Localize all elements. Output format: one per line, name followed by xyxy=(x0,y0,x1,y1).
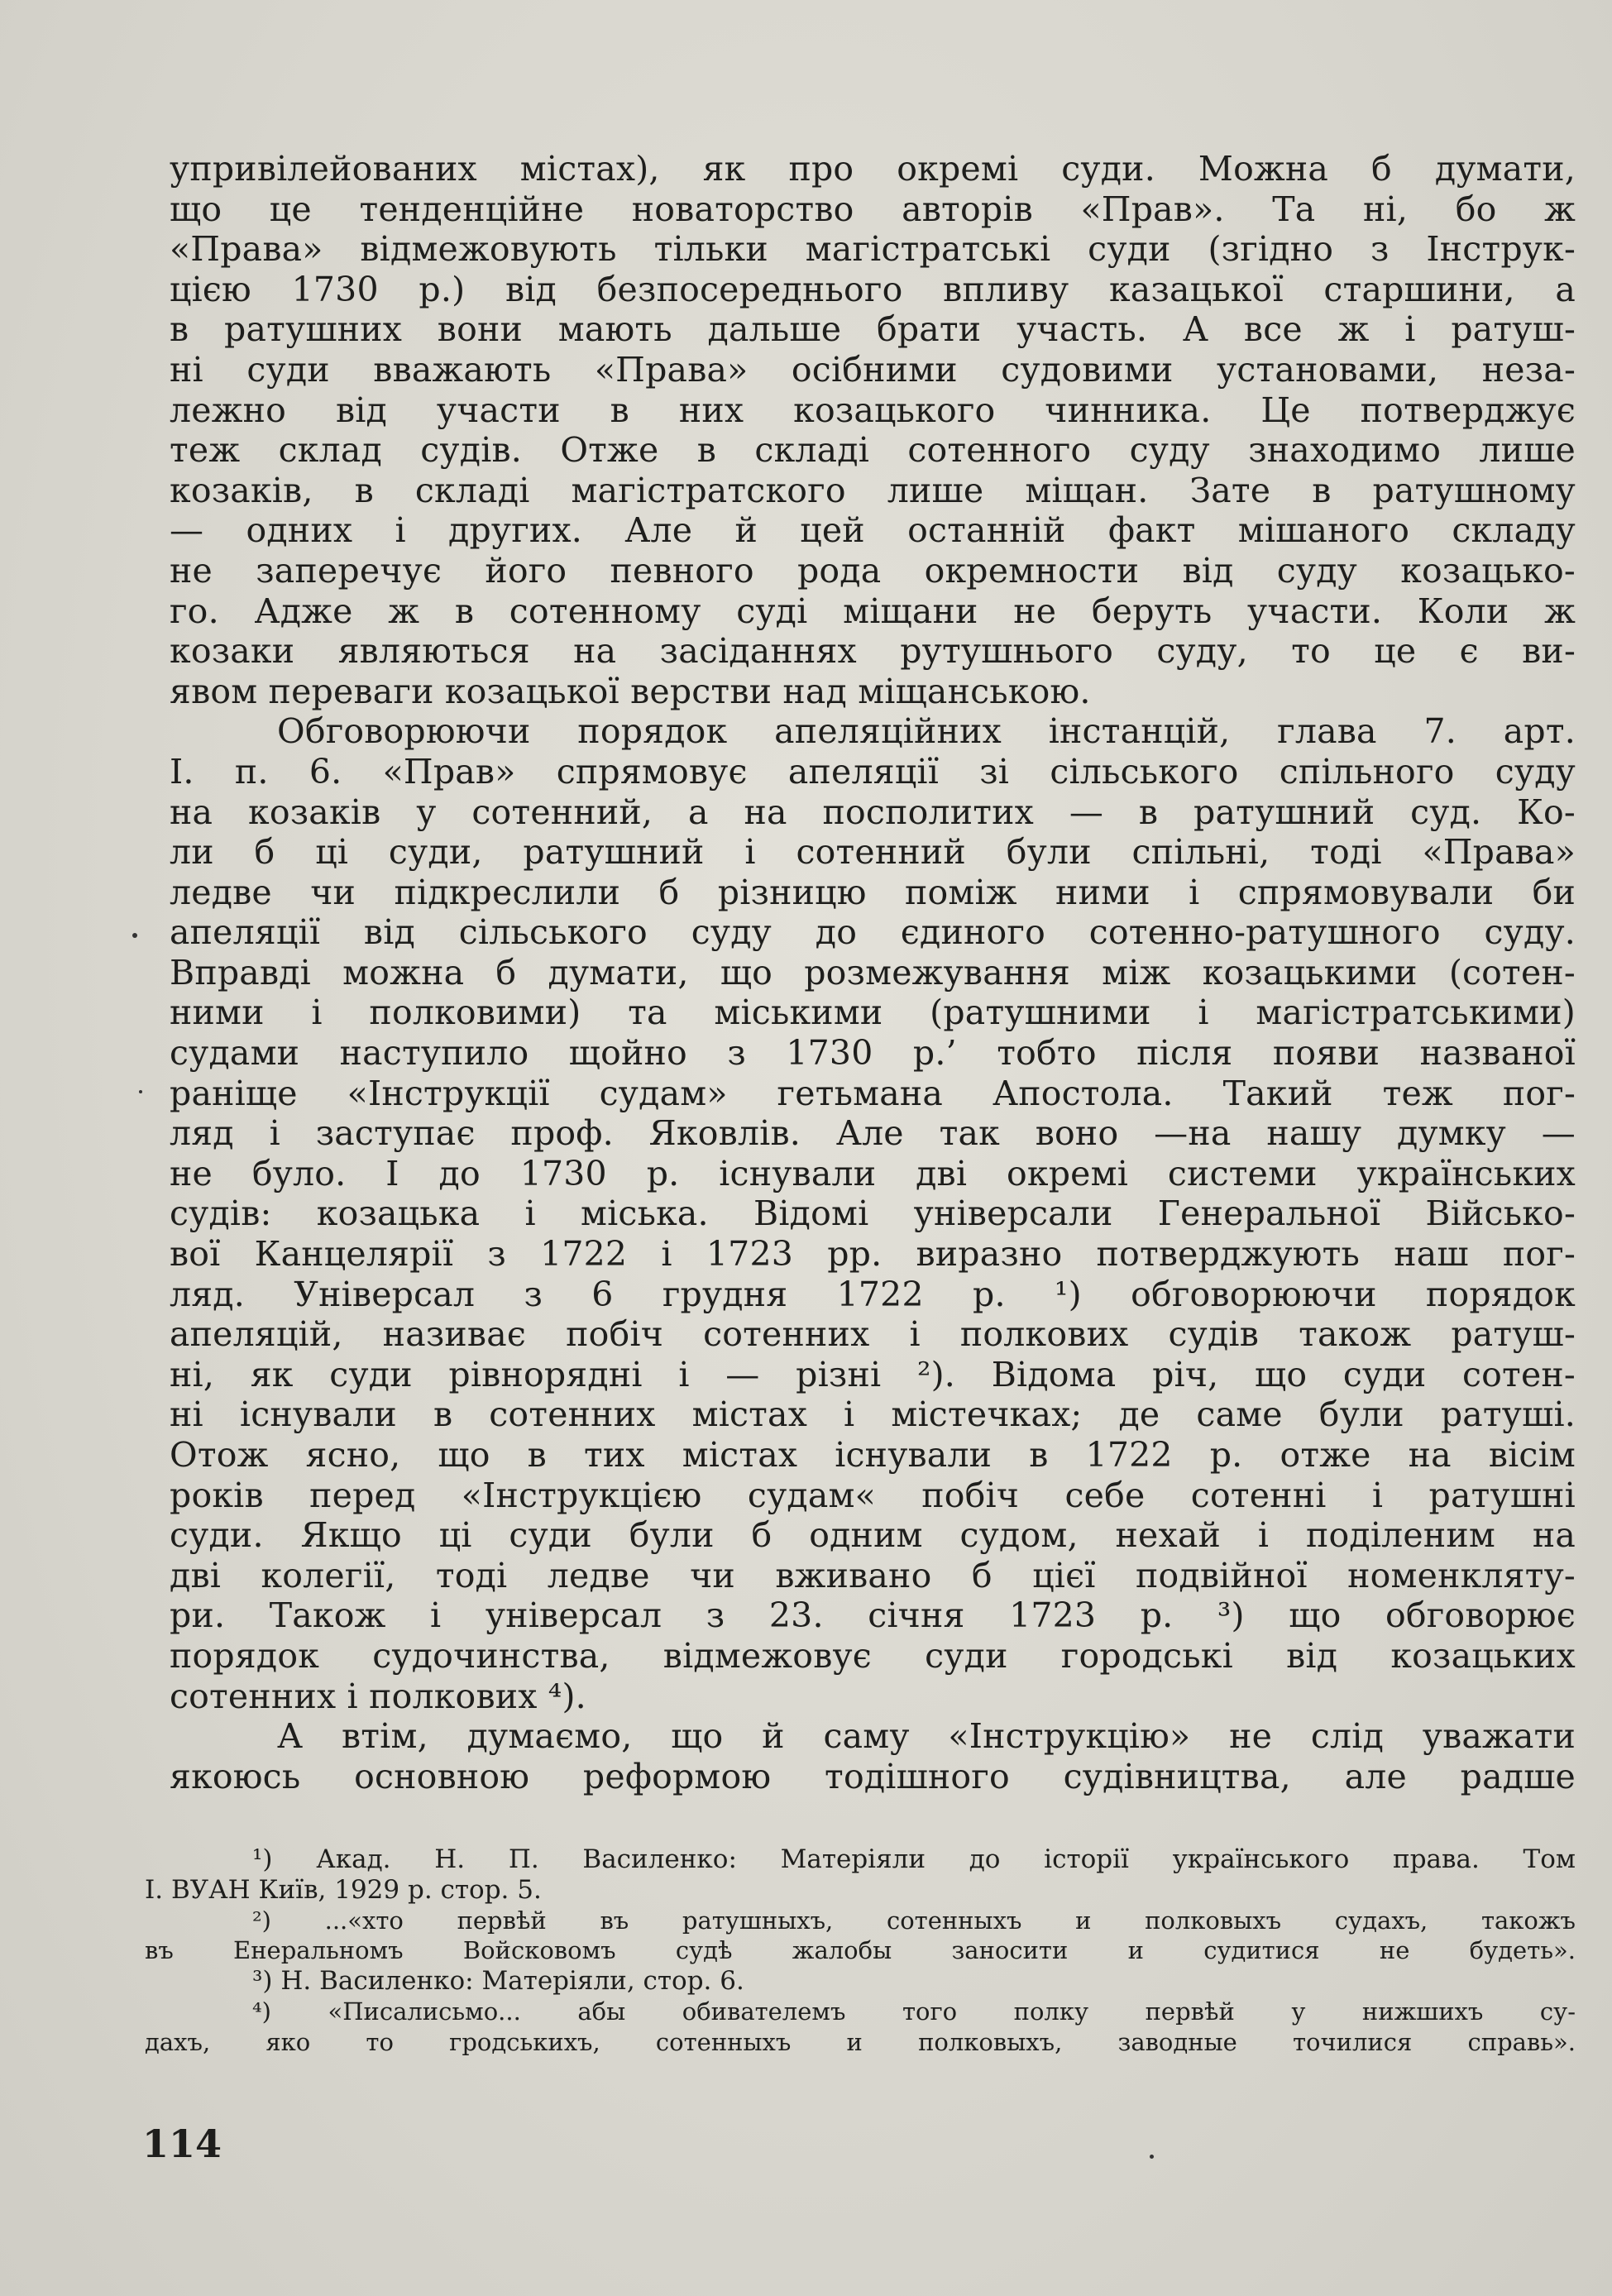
text-line: — одних і других. Але й цей останній факт мішаного складу xyxy=(170,510,1576,551)
text-line: «Права» відмежовують тільки магістратські суди (згідно з Інструк- xyxy=(170,229,1576,270)
text-line: ляд і заступає проф. Яковлів. Але так воно —на нашу думку — xyxy=(170,1113,1576,1154)
footnote-line: ³) Н. Василенко: Матеріяли, стор. 6. xyxy=(252,1966,744,1997)
text-line: Отож ясно, що в тих містах існували в 1722 р. отже на вісім xyxy=(170,1435,1576,1475)
text-line: ні суди вважають «Права» осібними судовими установами, неза- xyxy=(170,349,1576,390)
text-line: судами наступило щойно з 1730 р.’ тобто після появи названої xyxy=(170,1033,1576,1074)
text-line: лежно від участи в них козацького чинника. Це потверджує xyxy=(170,390,1576,430)
text-line: суди. Якщо ці суди були б одним судом, нехай і поділеним на xyxy=(170,1515,1576,1556)
text-line: років перед «Інструкцією судам« побіч себе сотенні і ратушні xyxy=(170,1475,1576,1515)
text-line: козаки являються на засіданнях рутушнього суду, то це є ви- xyxy=(170,631,1576,672)
text-line: судів: козацька і міська. Відомі універсали Генеральної Військо- xyxy=(170,1193,1576,1234)
text-line: порядок судочинства, відмежовує суди городські від козацьких xyxy=(170,1635,1576,1676)
text-line: не заперечує його певного рода окремности від суду козацько- xyxy=(170,550,1576,591)
ink-speck xyxy=(132,933,137,938)
text-line: явом переваги козацької верстви над міщанською. xyxy=(170,671,1091,711)
text-line: не було. І до 1730 р. існували дві окремі системи українських xyxy=(170,1153,1576,1193)
text-line: ні, як суди рівнорядні і — різні ²). Відома річ, що суди сотен- xyxy=(170,1354,1576,1394)
text-line: ними і полковими) та міськими (ратушними і магістратськими) xyxy=(170,993,1576,1033)
footnote-line: ⁴) «Писалисьмо... абы обивателемъ того полку первѣй у нижшихъ су- xyxy=(252,1997,1576,2026)
text-line: цією 1730 р.) від безпосереднього впливу казацької старшини, а xyxy=(170,269,1576,309)
page-number: 114 xyxy=(142,2121,222,2166)
footnote-line: ¹) Акад. Н. П. Василенко: Матеріяли до історії українського права. Том xyxy=(252,1844,1576,1874)
main-text xyxy=(170,149,1576,1796)
text-line: ли б ці суди, ратушний і сотенний були спільні, тоді «Права» xyxy=(170,832,1576,873)
footnote-line: въ Енеральномъ Войсковомъ судѣ жалобы заносити и судитися не будеть». xyxy=(145,1936,1576,1965)
text-line: ри. Також і універсал з 23. січня 1723 р. ³) що обговорює xyxy=(170,1595,1576,1636)
text-line: ляд. Універсал з 6 грудня 1722 р. ¹) обговорюючи порядок xyxy=(170,1274,1576,1314)
text-line: Обговорюючи порядок апеляційних інстанцій, глава 7. арт. xyxy=(277,711,1576,752)
text-line: теж склад судів. Отже в складі сотенного суду знаходимо лише xyxy=(170,430,1576,471)
text-line: апеляції від сільського суду до єдиного сотенно-ратушного суду. xyxy=(170,912,1576,953)
footnotes xyxy=(145,1844,1576,2058)
text-line: козаків, в складі магістратского лише міщан. Зате в ратушному xyxy=(170,470,1576,510)
text-line: апеляцій, називає побіч сотенних і полкових судів також ратуш- xyxy=(170,1314,1576,1355)
text-line: ні існували в сотенних містах і містечках; де саме були ратуші. xyxy=(170,1394,1576,1435)
text-line: А втім, думаємо, що й саму «Інструкцію» не слід уважати xyxy=(277,1716,1576,1757)
text-line: дві колегії, тоді ледве чи вживано б цієї подвійної номенкляту- xyxy=(170,1555,1576,1595)
text-line: раніще «Інструкції судам» гетьмана Апостола. Такий теж пог- xyxy=(170,1073,1576,1113)
footnote-line: I. ВУАН Київ, 1929 р. стор. 5. xyxy=(145,1874,542,1905)
text-line: сотенних і полкових ⁴). xyxy=(170,1676,586,1716)
text-line: го. Адже ж в сотенному суді міщани не беруть участи. Коли ж xyxy=(170,591,1576,631)
text-line: ледве чи підкреслили б різницю поміж ними і спрямовували би xyxy=(170,872,1576,912)
text-line: що це тенденційне новаторство авторів «Прав». Та ні, бо ж xyxy=(170,189,1576,229)
text-line: I. п. 6. «Прав» спрямовує апеляції зі сільського спільного суду xyxy=(170,751,1576,792)
text-line: вої Канцелярії з 1722 і 1723 рр. виразно потверджують наш пог- xyxy=(170,1234,1576,1275)
text-line: в ратушних вони мають дальше брати участь. А все ж і ратуш- xyxy=(170,309,1576,350)
text-line: на козаків у сотенний, а на посполитих — в ратушний суд. Ко- xyxy=(170,792,1576,832)
text-line: якоюсь основною реформою тодішного судівництва, але радше xyxy=(170,1756,1576,1796)
text-line: упривілейованих містах), як про окремі суди. Можна б думати, xyxy=(170,149,1576,189)
ink-speck xyxy=(1150,2155,1154,2159)
text-line: Вправді можна б думати, що розмежування між козацькими (сотен- xyxy=(170,952,1576,993)
footnote-line: дахъ, яко то гродськихъ, сотенныхъ и полковыхъ, заводные точилися справь». xyxy=(145,2027,1576,2056)
ink-speck xyxy=(139,1090,142,1093)
footnote-line: ²) ...«хто первѣй въ ратушныхъ, сотенныхъ и полковыхъ судахъ, такожъ xyxy=(252,1906,1576,1935)
